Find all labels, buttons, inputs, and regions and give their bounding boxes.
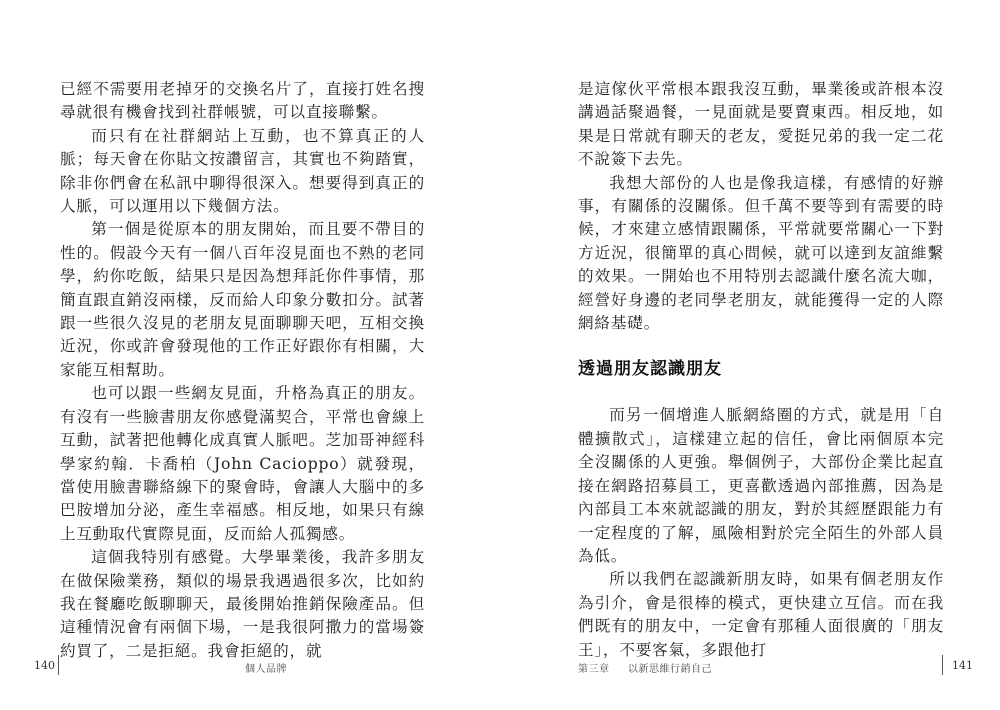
paragraph: 這個我特別有感覺。大學畢業後，我許多朋友在做保險業務，類似的場景我遇過很多次，比如約我在餐廳吃飯聊聊天，最後開始推銷保險產品。但這種情況會有兩個下場，一是我很阿撒力的當場簽約買了，二是拒絕。我會拒絕的，就 bbox=[60, 548, 425, 660]
running-head-chapter-title: 以新思維行銷自己 bbox=[628, 664, 712, 675]
running-head-chapter: 第三章 bbox=[578, 664, 610, 675]
footer-rule bbox=[942, 655, 943, 675]
paragraph: 是這傢伙平常根本跟我沒互動，畢業後或許根本沒講過話聚過餐，一見面就是要賣東西。相反地，如果是日常就有聊天的老友，愛挺兄弟的我一定二花不說簽下去先。 bbox=[578, 80, 944, 169]
paragraph: 第一個是從原本的朋友開始，而且要不帶目的性的。假設今天有一個八百年沒見面也不熟的老同學，約你吃飯，結果只是因為想拜託你件事情，那簡直跟直銷沒兩樣，反而給人印象分數扣分。試著跟一些很久沒見的老朋友見面聊聊天吧，互相交換近況，你或許會發現他的工作正好跟你有相關，大家能互相幫助。 bbox=[60, 220, 425, 379]
paragraph: 也可以跟一些網友見面，升格為真正的朋友。有沒有一些臉書朋友你感覺滿契合，平常也會線上互動，試著把他轉化成真實人脈吧。芝加哥神經科學家約翰．卡喬柏（John Cacioppo）就發現，當使用臉書聯絡線下的聚會時，會讓人大腦中的多巴胺增加分泌，產生幸福感。相反地，如果只有線上互動取代實際見面，反而給人孤獨感。 bbox=[60, 384, 425, 543]
paragraph: 我想大部份的人也是像我這樣，有感情的好辦事，有關係的沒關係。但千萬不要等到有需要的時候，才來建立感情跟關係，平常就要常關心一下對方近況，很簡單的真心問候，就可以達到友誼維繫的效果。一開始也不用特別去認識什麼名流大咖，經營好身邊的老同學老朋友，就能獲得一定的人際網絡基礎。 bbox=[578, 173, 944, 333]
right-body-text bbox=[578, 78, 944, 662]
left-body-text bbox=[60, 78, 425, 663]
page-number: 140 bbox=[34, 659, 55, 672]
paragraph: 而只有在社群網站上互動，也不算真正的人脈；每天會在你貼文按讚留言，其實也不夠踏實，除非你們會在私訊中聊得很深入。想要得到真正的人脈，可以運用以下幾個方法。 bbox=[60, 126, 425, 216]
right-page bbox=[500, 0, 1000, 710]
paragraph: 而另一個增進人脈網絡圈的方式，就是用「自體擴散式」，這樣建立起的信任，會比兩個原本完全沒關係的人更強。舉個例子，大部份企業比起直接在網路招募員工，更喜歡透過內部推薦，因為是內部員工本來就認識的朋友，對於其經歷跟能力有一定程度的了解，風險相對於完全陌生的外部人員為低。 bbox=[578, 406, 944, 565]
paragraph: 所以我們在認識新朋友時，如果有個老朋友作為引介，會是很棒的模式，更快建立互信。而在我們既有的朋友中，一定會有那種人面很廣的「朋友王」，不要客氣，多跟他打 bbox=[578, 570, 944, 659]
paragraph: 已經不需要用老掉牙的交換名片了，直接打姓名搜尋就很有機會找到社群帳號，可以直接聯繫。 bbox=[60, 80, 425, 122]
section-heading: 透過朋友認識朋友 bbox=[578, 359, 722, 380]
running-head-book-title: 個人品牌 bbox=[245, 664, 287, 675]
page-number: 141 bbox=[952, 659, 973, 672]
footer-rule bbox=[58, 655, 59, 675]
